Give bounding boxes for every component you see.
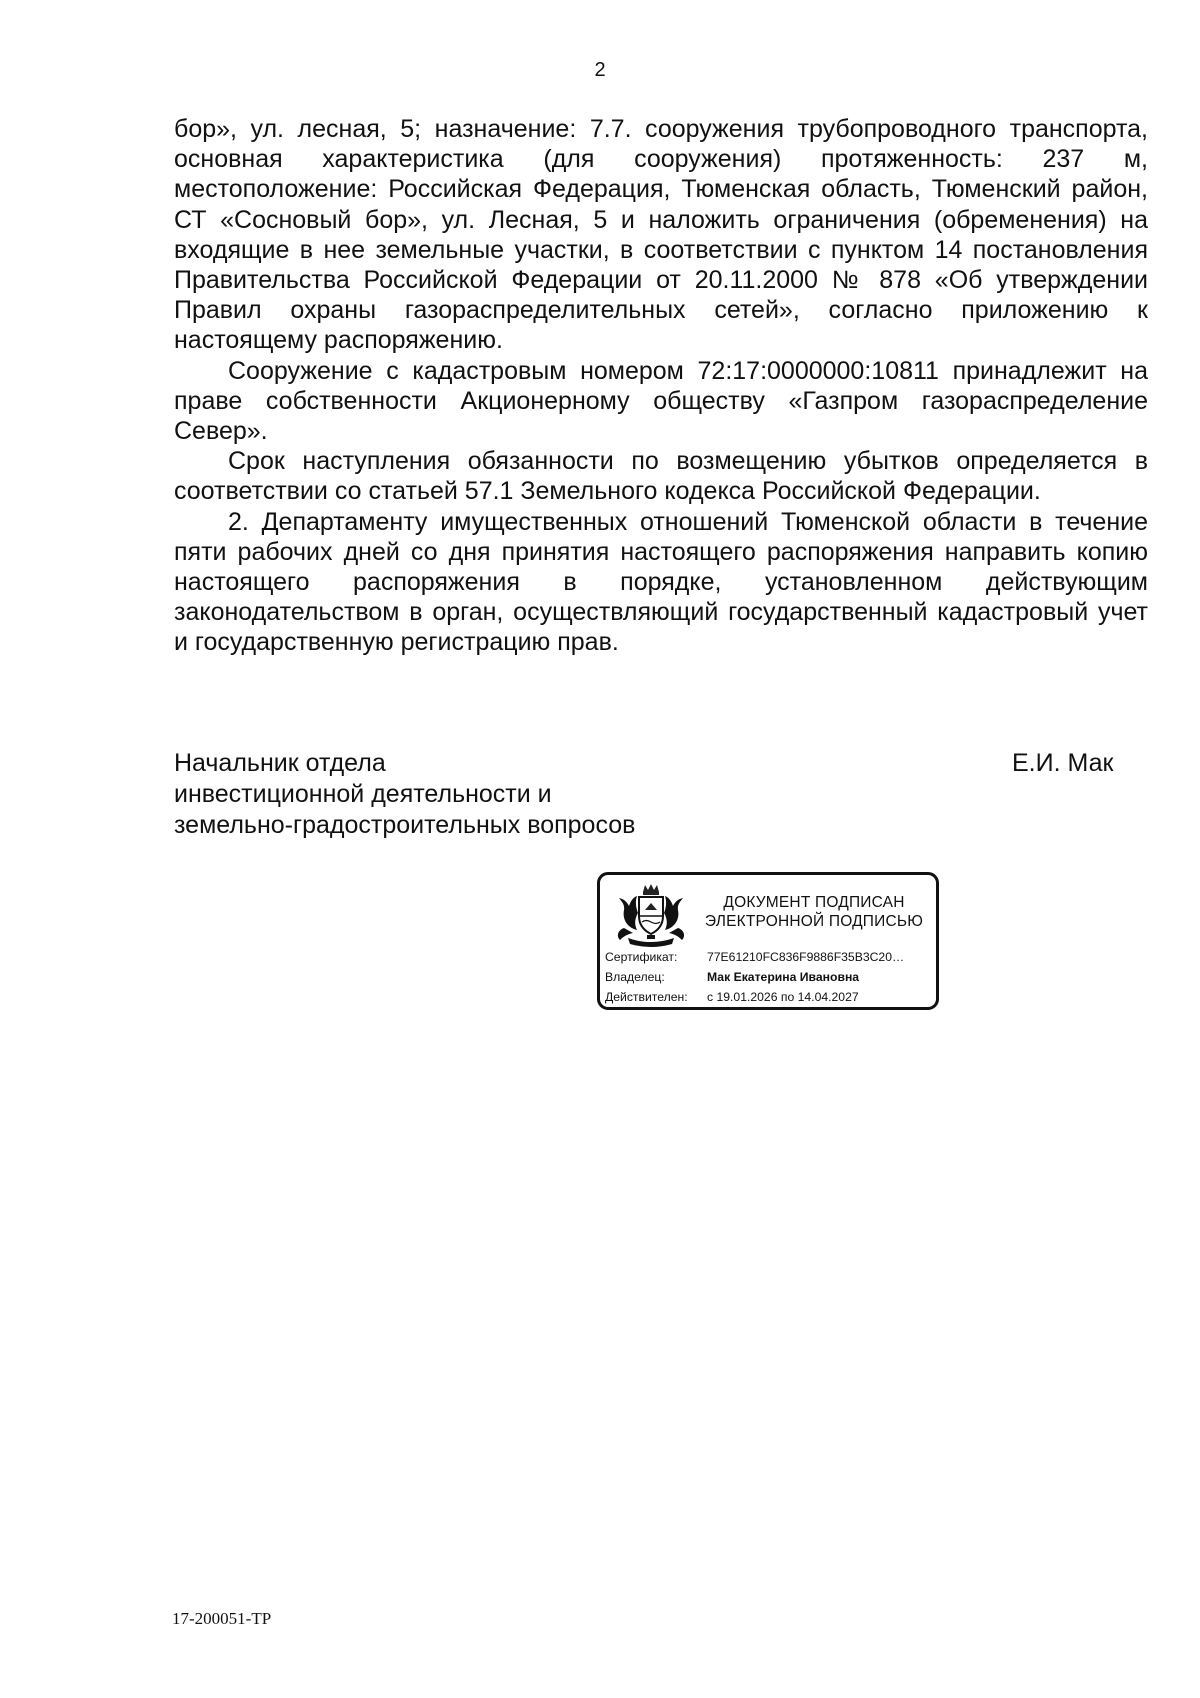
valid-label: Действителен: (605, 990, 688, 1004)
page-number: 2 (594, 59, 606, 81)
paragraph-continuation: бор», ул. лесная, 5; назначение: 7.7. сооружения трубопроводного транспорта, основная характеристика (для сооружения) протяженность: 237 м, местоположение: Российская Федерация, Тюменская область, Тюменский район, СТ «Сосновый бор», ул. Лесная, 5 и наложить ограничения (обременения) на входящие в нее земельные участки, в соответствии с пунктом 14 постановления Правительства Российской Федерации от 20.11.2000 № 878 «Об утверждении Правил охраны газораспределительных сетей», согласно приложению к настоящему распоряжению. (174, 115, 1148, 355)
signer-position-line: земельно-градостроительных вопросов (174, 811, 636, 839)
valid-value: с 19.01.2026 по 14.04.2027 (707, 990, 859, 1004)
paragraph-ownership: Сооружение с кадастровым номером 72:17:0000000:10811 принадлежит на праве собственности Акционерному обществу «Газпром газораспределение Север». (174, 356, 1148, 446)
owner-label: Владелец: (605, 970, 665, 984)
stamp-title-line: ДОКУМЕНТ ПОДПИСАН (723, 894, 905, 911)
electronic-signature-stamp (597, 872, 939, 1010)
signer-position-line: инвестиционной деятельности и (174, 780, 552, 808)
stamp-title (694, 893, 934, 931)
stamp-details (605, 947, 937, 1007)
document-code: 17-200051-ТР (172, 1609, 272, 1628)
paragraph-compensation-term: Срок наступления обязанности по возмещению убытков определяется в соответствии со статьей 57.1 Земельного кодекса Российской Федерации. (174, 447, 1148, 506)
signer-position-line: Начальник отдела (174, 749, 386, 777)
stamp-title-line: ЭЛЕКТРОННОЙ ПОДПИСЬЮ (704, 913, 924, 930)
stamp-row-validity (605, 987, 937, 1007)
signer-position (174, 748, 734, 841)
paragraph-item-2: 2. Департаменту имущественных отношений Тюменской области в течение пяти рабочих дней со дня принятия настоящего распоряжения направить копию настоящего распоряжения в порядке, установленном действующим законодательством в орган, осуществляющий государственный кадастровый учет и государственную регистрацию прав. (174, 507, 1148, 657)
document-body (174, 114, 1148, 658)
signer-name: Е.И. Мак (1012, 749, 1114, 777)
owner-value: Мак Екатерина Ивановна (707, 970, 860, 984)
stamp-row-owner (605, 967, 937, 987)
certificate-value: 77E61210FC836F9886F35B3C20… (707, 950, 905, 964)
certificate-label: Сертификат: (605, 950, 678, 964)
tyumen-coat-of-arms-icon (612, 882, 690, 948)
stamp-row-certificate (605, 947, 937, 967)
